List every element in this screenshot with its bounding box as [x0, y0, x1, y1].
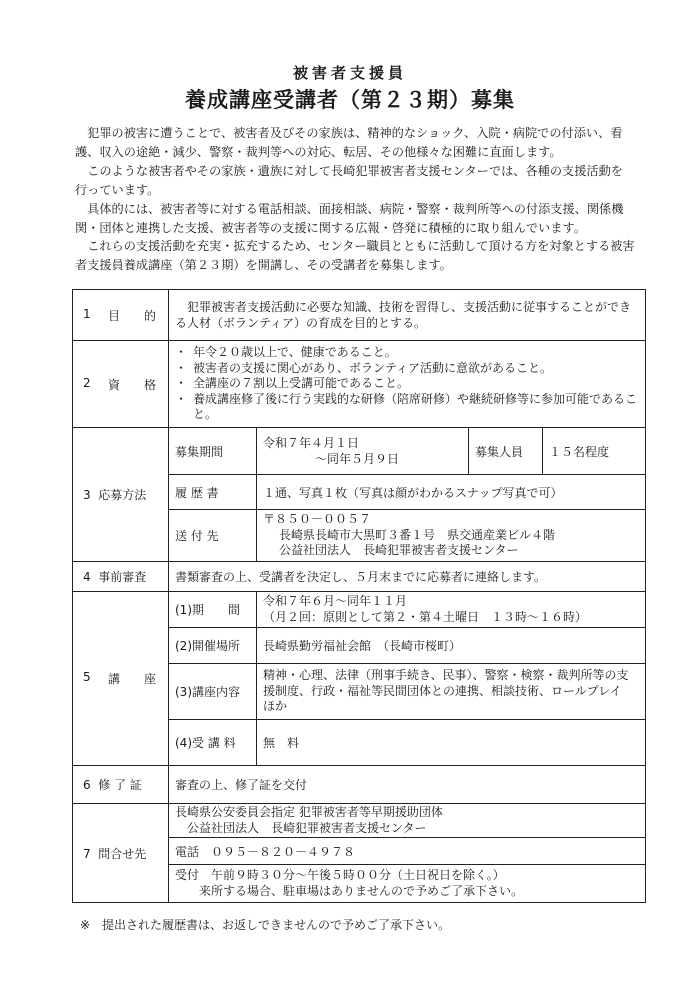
contact-org: 長崎県公安委員会指定 犯罪被害者等早期援助団体 公益社団法人 長崎犯罪被害者支援センター	[169, 804, 646, 838]
qualification-item: ・ 被害者の支援に関心があり、ボランティア活動に意欲があること。	[175, 361, 639, 377]
label-contact: 7 問合せ先	[73, 804, 169, 903]
row-course-period	[73, 592, 646, 628]
intro-paragraph: このような被害者やその家族・遺族に対して長崎犯罪被害者支援センターでは、各種の支援活動を行っています。	[75, 163, 623, 197]
qualification-item: ・ 全講座の７割以上受講可能であること。	[175, 376, 639, 392]
fee-label: (4)受 講 料	[169, 720, 257, 766]
capacity-value: １５名程度	[543, 428, 646, 475]
send-org: 公益社団法人 長崎犯罪被害者支援センター	[279, 543, 519, 558]
row-application-period	[73, 428, 646, 475]
fee-value: 無 料	[257, 720, 646, 766]
row-screening	[73, 562, 646, 592]
title-line-1: 被害者支援員	[292, 64, 407, 82]
label-certificate: 6 修 了 証	[73, 766, 169, 804]
resume-label: 履 歴 書	[169, 475, 257, 510]
footnote: ※ 提出された履歴書は、お返しできませんので予めご了承下さい。	[80, 918, 451, 932]
intro-paragraph: 具体的には、被害者等に対する電話相談、面接相談、病院・警察・裁判所等への付添支援、関係機関・団体と連携した支援、被害者等の支援に関する広報・啓発に積極的に取り組んでいます。	[75, 201, 624, 235]
qualification-item: ・ 養成講座修了後に行う実践的な研修（陪席研修）や継続研修等に参加可能であること。	[175, 392, 639, 423]
period-label: 募集期間	[169, 428, 257, 475]
recruitment-table	[72, 289, 646, 903]
intro-paragraph: 犯罪の被害に遭うことで、被害者及びその家族は、精神的なショック、入院・病院での付添い、看護、収入の途絶・減少、警察・裁判等への対応、転居、その他様々な困難に直面します。	[75, 126, 623, 159]
label-application: 3 応募方法	[73, 428, 169, 562]
venue-value: 長崎県勤労福祉会館 （長崎市桜町）	[257, 628, 646, 664]
send-zip: 〒８５０－００５７	[263, 512, 372, 527]
send-addr: 長崎県長崎市大黒町３番１号 県交通産業ビル４階	[279, 527, 556, 542]
resume-value: １通、写真１枚（写真は顔がわかるスナップ写真で可）	[257, 475, 646, 510]
label-course: 5 講 座	[73, 592, 169, 766]
title-line-2: 養成講座受講者（第２３期）募集	[185, 88, 515, 112]
purpose-text: 犯罪被害者支援活動に必要な知識、技術を習得し、支援活動に従事することができる人材（ボランティア）の育成を目的とする。	[169, 290, 646, 341]
certificate-text: 審査の上、修了証を交付	[169, 766, 646, 804]
label-purpose: 1 目 的	[73, 290, 169, 341]
content-label: (3)講座内容	[169, 664, 257, 720]
row-certificate	[73, 766, 646, 804]
row-purpose	[73, 290, 646, 341]
send-label: 送 付 先	[169, 510, 257, 562]
course-period-label: (1)期 間	[169, 592, 257, 628]
row-contact-org	[73, 804, 646, 838]
qualification-item: ・ 年令２０歳以上で、健康であること。	[175, 345, 639, 361]
capacity-label: 募集人員	[469, 428, 543, 475]
label-qualification: 2 資 格	[73, 341, 169, 428]
venue-label: (2)開催場所	[169, 628, 257, 664]
contact-phone: 電話 ０９５－８２０－４９７８	[169, 838, 646, 865]
course-period-value: 令和７年６月～同年１１月 （月２回：原則として第２・第４土曜日 １３時～１６時）	[257, 592, 646, 628]
intro-paragraph: これらの支援活動を充実・拡充するため、センター職員とともに活動して頂ける方を対象とする被害者支援員養成講座（第２３期）を開講し、その受講者を募集します。	[75, 239, 635, 273]
label-screening: 4 事前審査	[73, 562, 169, 592]
qualification-list	[169, 341, 646, 428]
intro-text	[75, 124, 635, 275]
send-address	[257, 510, 646, 562]
screening-text: 書類審査の上、受講者を決定し、５月末までに応募者に連絡します。	[169, 562, 646, 592]
contact-hours: 受付 午前９時３０分～午後５時００分（土日祝日を除く。） 来所する場合、駐車場はありませんので予めご了承下さい。	[169, 865, 646, 903]
period-value: 令和７年４月１日 ～同年５月９日	[257, 428, 469, 475]
row-qualification	[73, 341, 646, 428]
content-value: 精神・心理、法律（刑事手続き、民事）、警察・検察・裁判所等の支援制度、行政・福祉等民間団体との連携、相談技術、ロールプレイ ほか	[257, 664, 646, 720]
